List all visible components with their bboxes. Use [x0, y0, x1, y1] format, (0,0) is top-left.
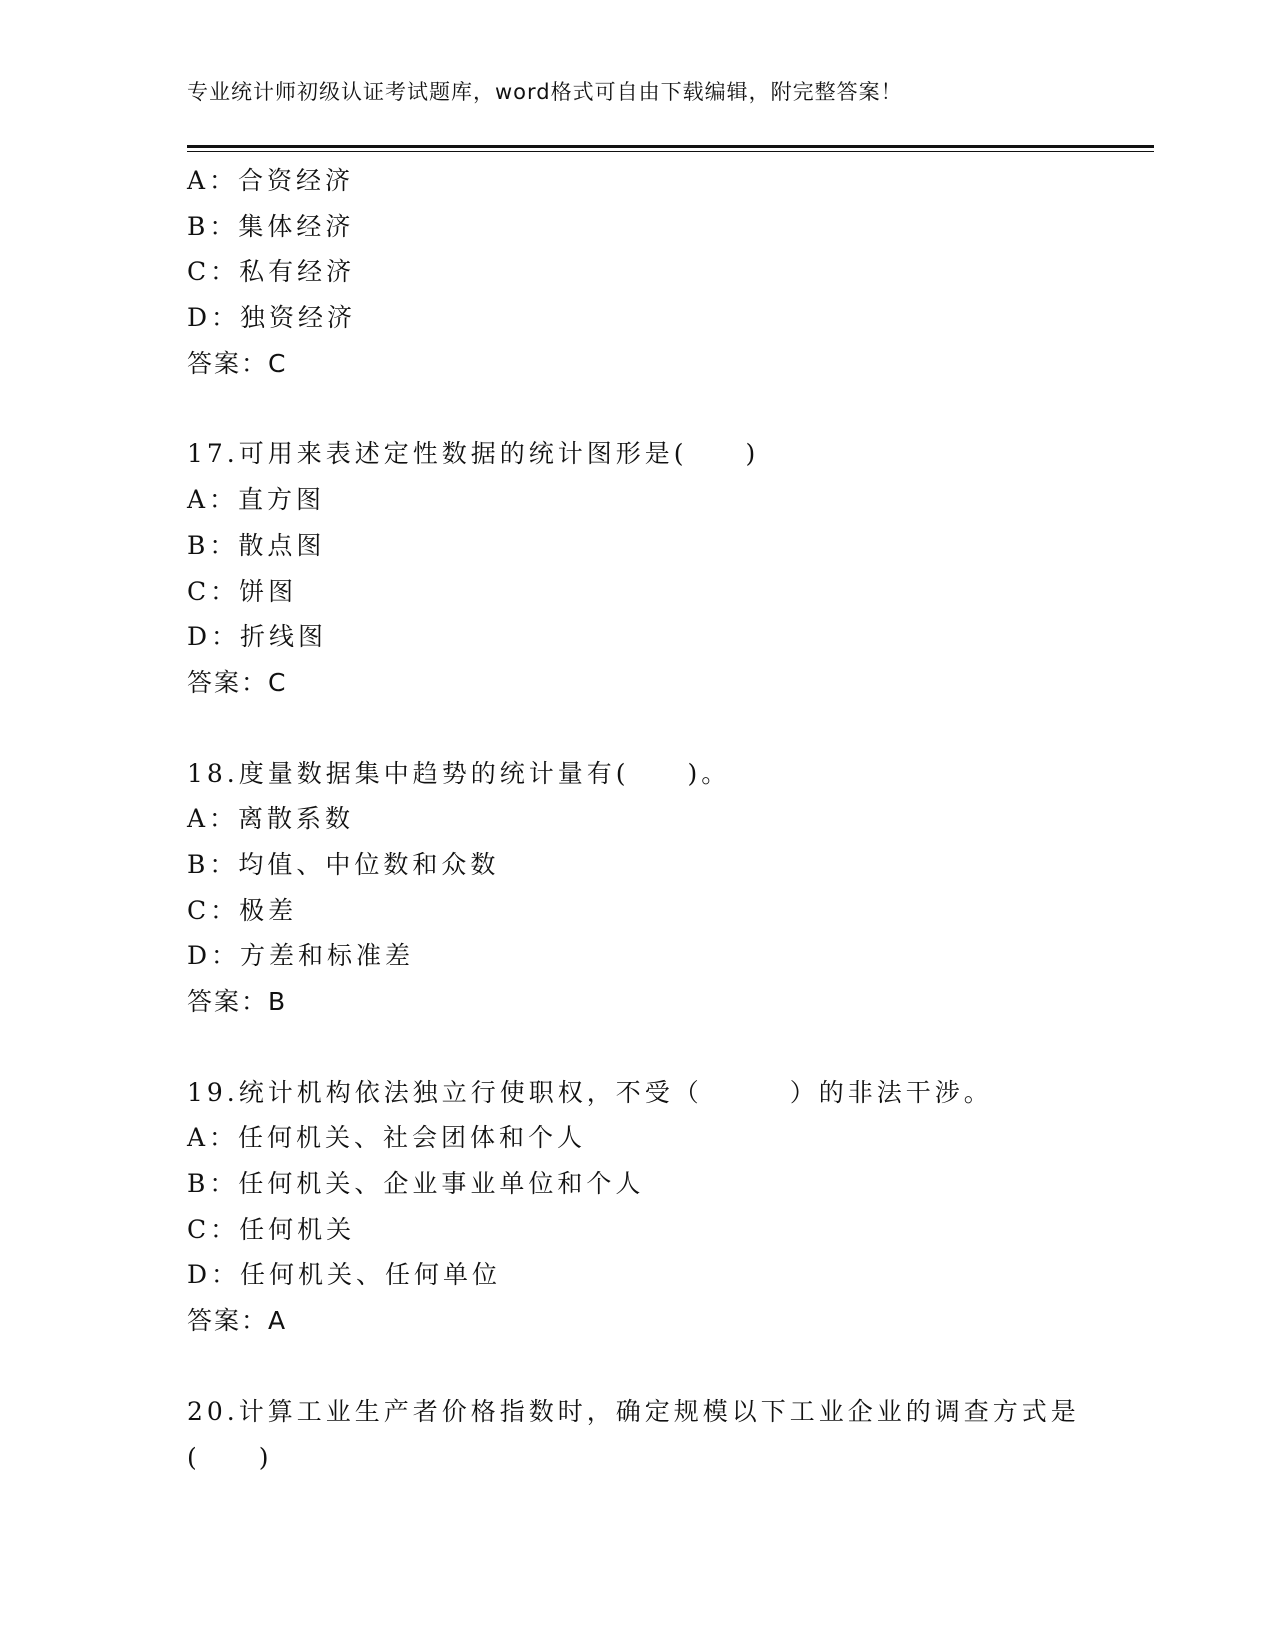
answer: 答案：B	[187, 987, 288, 1016]
option-d: D：独资经济	[187, 303, 357, 333]
question-16-partial	[187, 158, 1147, 386]
header-divider-thick	[187, 145, 1154, 148]
answer: 答案：A	[187, 1306, 288, 1336]
option-b: B：均值、中位数和众数	[187, 849, 500, 879]
option-b: B：任何机关、企业事业单位和个人	[187, 1169, 645, 1199]
question-20	[187, 1389, 1147, 1480]
option-d: D：折线图	[187, 622, 328, 652]
question-stem: 19.统计机构依法独立行使职权，不受（ ）的非法干涉。	[187, 1077, 993, 1107]
page-header: 专业统计师初级认证考试题库，word格式可自由下载编辑，附完整答案！	[187, 80, 903, 104]
question-list	[187, 158, 1147, 1480]
option-c: C：饼图	[187, 576, 298, 606]
option-a: A：合资经济	[187, 166, 355, 195]
question-stem-line-1: 20.计算工业生产者价格指数时，确定规模以下工业企业的调查方式是	[187, 1396, 1080, 1426]
answer: 答案：C	[187, 667, 288, 697]
question-stem: 17.可用来表述定性数据的统计图形是( )	[187, 439, 760, 469]
option-c: C：任何机关	[187, 1214, 356, 1244]
question-18	[187, 751, 1147, 1025]
question-stem-line-2: ( )	[187, 1442, 273, 1472]
question-17	[187, 431, 1147, 705]
option-b: B：集体经济	[187, 211, 355, 241]
question-stem: 18.度量数据集中趋势的统计量有( )。	[187, 758, 731, 788]
option-a: A：任何机关、社会团体和个人	[187, 1123, 587, 1153]
option-c: C：私有经济	[187, 257, 356, 287]
answer: 答案：C	[187, 348, 288, 378]
question-19	[187, 1070, 1147, 1344]
option-a: A：直方图	[187, 485, 326, 515]
option-d: D：方差和标准差	[187, 941, 415, 971]
option-c: C：极差	[187, 895, 298, 925]
option-d: D：任何机关、任何单位	[187, 1260, 502, 1290]
option-a: A：离散系数	[187, 804, 355, 834]
option-b: B：散点图	[187, 530, 326, 560]
header-divider-thin	[187, 151, 1154, 152]
